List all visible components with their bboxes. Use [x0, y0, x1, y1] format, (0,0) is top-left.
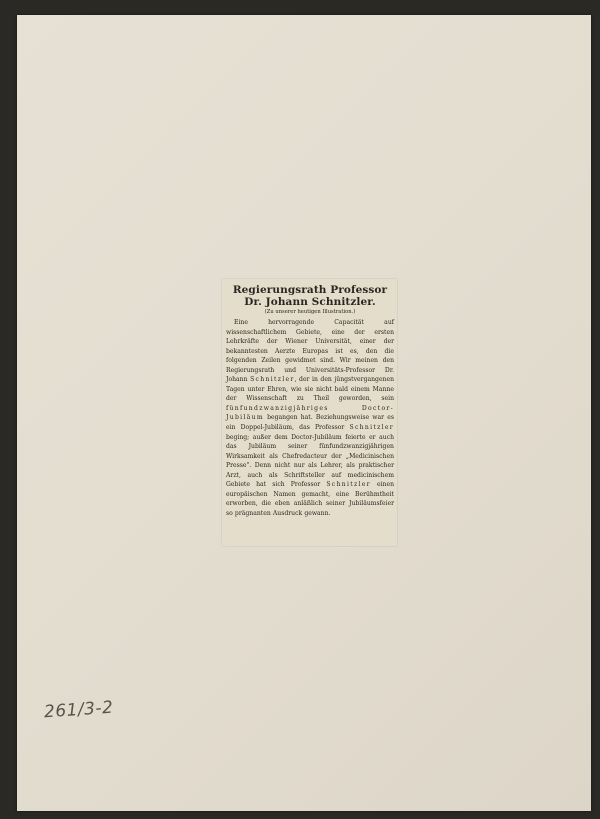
headline-line-1: Regierungsrath Professor — [232, 284, 388, 296]
body-spaced-phrase: fünfundzwanzigjähriges Doctor-Jubiläum — [226, 404, 394, 422]
archive-sheet — [17, 15, 591, 811]
body-part-5: einen europäischen Namen gemacht, eine Berühmtheit erworben, die eben anläßlich seiner Jubiläumsfeier so prägnanten Ausdruck gewann. — [226, 481, 394, 517]
clipping-body — [226, 318, 394, 518]
clipping-subnote: (Zu unserer heutigen Illustration.) — [264, 309, 356, 315]
body-part-1: Eine hervorragende Capacität auf wissenschaftlichem Gebiete, eine der ersten Lehrkräfte der Wiener Universität, einer der bekanntesten Aerzte Europas ist es, den die folgenden Zeilen gewidmet sind. Wir meinen den Regierungsrath und Universitäts-Professor Dr. Johann — [226, 319, 394, 384]
body-part-3: begangen hat. Beziehungsweise war es ein Doppel-Jubiläum, das Professor — [226, 414, 394, 432]
headline-line-2: Dr. Johann Schnitzler. — [244, 296, 376, 308]
body-name-3: Schnitzler — [326, 481, 371, 489]
handwritten-archive-number: 261/3-2 — [43, 697, 115, 723]
clipping-headline — [226, 284, 394, 308]
newspaper-clipping — [222, 279, 397, 546]
body-name-2: Schnitzler — [349, 424, 394, 432]
body-part-2: , der in den jüngstvergangenen Tagen unter Ehren, wie sie nicht bald einem Manne der Wissenschaft zu Theil geworden, sein — [226, 376, 394, 403]
body-name-1: Schnitzler — [250, 376, 295, 384]
body-part-4: beging; außer dem Doctor-Jubiläum feierte er auch das Jubiläum seiner fünfundzwanzigjährigen Wirksamkeit als Chefredacteur der „Medicinischen Presse". Denn nicht nur als Lehrer, als praktischer Arzt, auch als Schriftsteller auf medicinischem Gebiete hat sich Professor — [226, 433, 394, 489]
